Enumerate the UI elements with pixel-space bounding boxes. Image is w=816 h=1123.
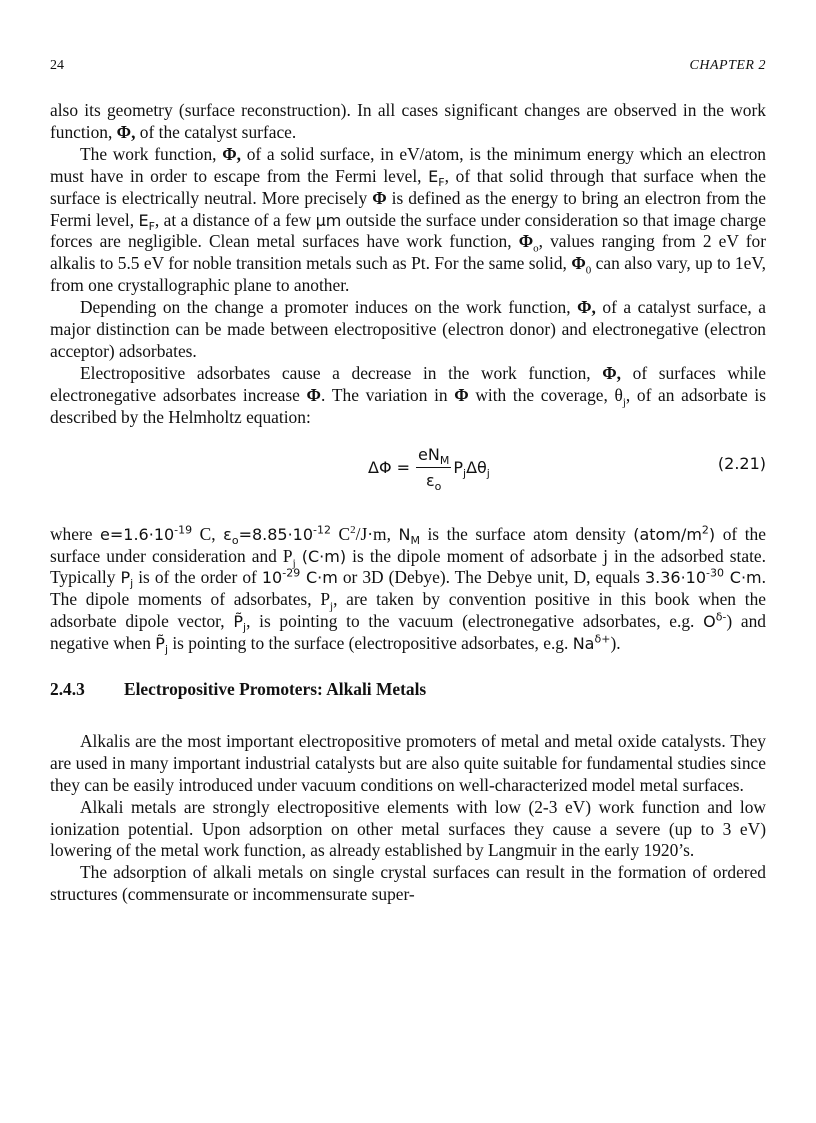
paragraph: Alkalis are the most important electropositive promoters of metal and metal oxide catalysts. They are used in many important industrial catalysts but are also quite suitable for fundamental studies since they can be easily introduced under vacuum conditions on well-characterized model metal surfaces. xyxy=(50,730,766,795)
page-header xyxy=(50,58,766,78)
equation-rhs: $P_j\Delta\theta_j$ xyxy=(453,457,490,480)
paragraph: also its geometry (surface reconstruction). In all cases significant changes are observed in the work function, Φ, of the catalyst surface. xyxy=(50,100,766,142)
page-number: 24 xyxy=(50,58,64,73)
chapter-label: CHAPTER 2 xyxy=(689,58,766,73)
section-heading xyxy=(50,679,766,701)
paragraph: The work function, Φ, of a solid surface, in eV/atom, is the minimum energy which an electron must have in order to escape from the Fermi level, $E_F$, of that solid through that surface when the surface is electrically neutral. More precisely Φ is defined as the energy to bring an electron from the Fermi level, $E_F$, at a distance of a few μm outside the surface under consideration so that image charge forces are negligible. Clean metal surfaces have work function, $\Phi_o$, values ranging from 2 eV for alkalis to 5.5 eV for noble transition metals such as Pt. For the same solid, $\Phi_0$ can also vary, up to 1eV, from one crystallographic plane to another. xyxy=(50,143,766,296)
equation-denominator: $\varepsilon_o$ xyxy=(425,470,442,493)
equation-number: (2.21) xyxy=(717,453,766,473)
equation-numerator: $eN_M$ xyxy=(418,444,450,467)
page-body xyxy=(50,100,766,906)
section-title: Electropositive Promoters: Alkali Metals xyxy=(124,679,427,700)
paragraph: where $e=1.6\cdot 10^{-19}$ C, $\varepsilon_o=8.85\cdot 10^{-12}$ $C^2/J\cdot m$, $N_M$ is the surface atom density $(atom/m^2)$ of the surface under consideration and $P_j$ (C·m) is the dipole moment of adsorbate j in the adsorbed state. Typically $P_j$ is of the order of $10^{-29}$ C·m or 3D (Debye). The Debye unit, D, equals $3.36\cdot 10^{-30}$ C·m. The dipole moments of adsorbates, $P_j$, are taken by convention positive in this book when the adsorbate dipole vector, $P̃_j$, is pointing to the vacuum (electronegative adsorbates, e.g. $O^{\delta-}$) and negative when $P̃_j$ is pointing to the surface (electropositive adsorbates, e.g. $Na^{\delta+}$). xyxy=(50,523,767,657)
paragraph: The adsorption of alkali metals on single crystal surfaces can result in the formation of ordered structures (commensurate or incommensurate super- xyxy=(50,862,766,905)
paragraph: Electropositive adsorbates cause a decrease in the work function, Φ, of surfaces while electronegative adsorbates increase Φ. The variation in Φ with the coverage, $\theta_j$, of an adsorbate is described by the Helmholtz equation: xyxy=(50,362,766,427)
section-number: 2.4.3 xyxy=(50,679,85,700)
helmholtz-equation xyxy=(50,442,766,508)
paragraph: Depending on the change a promoter induces on the work function, Φ, of a catalyst surface, a major distinction can be made between electropositive (electron donor) and electronegative (electron acceptor) adsorbates. xyxy=(50,297,767,361)
equation-lhs: ΔΦ = xyxy=(368,457,411,477)
paragraph: Alkali metals are strongly electropositive elements with low (2-3 eV) work function and low ionization potential. Upon adsorption on other metal surfaces they cause a severe (up to 3 eV) lowering of the metal work function, as already established by Langmuir in the early 1920’s. xyxy=(50,796,766,861)
